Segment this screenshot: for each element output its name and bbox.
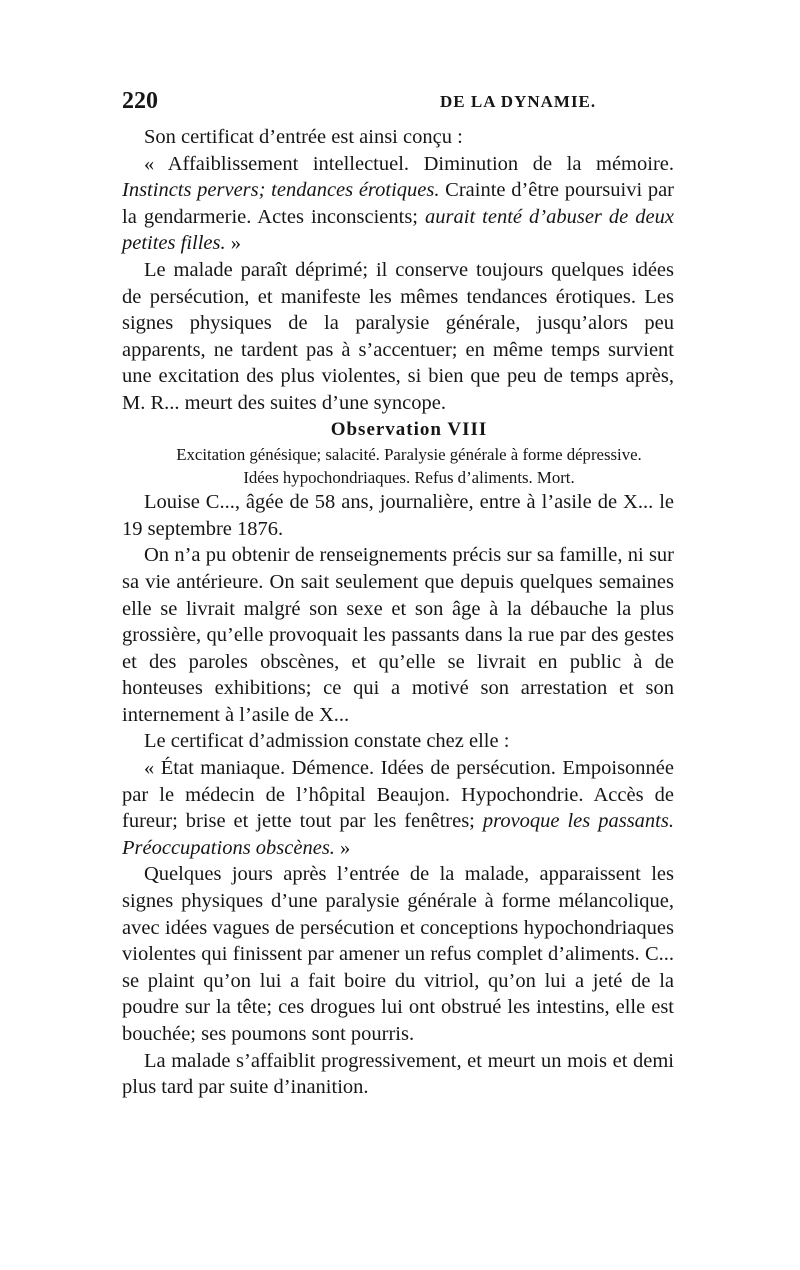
observation-summary (122, 443, 674, 489)
quote-italic-text: aurait tenté d’abuser de deux petites filles. (122, 205, 674, 255)
paragraph-clinical-course: Le malade paraît déprimé; il conserve toujours quelques idées de persécution, et manifeste les mêmes tendances érotiques. Les signes physiques de la paralysie générale, jusqu’alors peu apparents, ne tardent pas à s’accentuer; en même temps survient une excitation des plus violentes, si bien que peu de temps après, M. R... meurt des suites d’une syncope. (122, 258, 674, 414)
quote-close: » (334, 836, 351, 859)
observation-heading: Observation VIII (330, 418, 488, 440)
observation-summary-line: Idées hypochondriaques. Refus d’aliments. Mort. (243, 468, 575, 488)
paragraph-admission-intro: Le certificat d’admission constate chez elle : (144, 730, 510, 753)
quote-italic-text: Instincts pervers; tendances érotiques. (122, 179, 440, 202)
quote-italic-text: provoque les passants. Préoccupations obscènes. (122, 810, 674, 859)
paragraph-outcome: La malade s’affaiblit progressivement, et meurt un mois et demi plus tard par suite d’inanition. (122, 1049, 674, 1099)
quote-text: « État maniaque. Démence. Idées de persécution. Empoisonnée par le médecin de l’hôpital Beaujon. Hypochondrie. Accès de fureur; brise et jette tout par les fenêtres; (122, 757, 674, 833)
quote-text: Crainte d’être poursuivi par la gendarmerie. Actes inconscients; (122, 179, 674, 228)
paragraph-symptoms: Quelques jours après l’entrée de la malade, apparaissent les signes physiques d’une paralysie générale à forme mélancolique, avec idées vagues de persécution et conceptions hypochondriaques violentes qui finissent par amener un refus complet d’aliments. C... se plaint qu’on lui a fait boire du vitriol, qu’on lui a jeté de la poudre sur la tête; ces drogues lui ont obstrué les intestins, elle est bouchée; ses poumons sont pourris. (122, 863, 674, 1045)
body-text (122, 124, 674, 1101)
page-number: 220 (122, 88, 158, 114)
observation-summary-line: Excitation génésique; salacité. Paralysie générale à forme dépressive. (176, 445, 642, 465)
paragraph-admission-quote (122, 755, 674, 861)
page-header (122, 88, 682, 118)
quote-close: » (225, 232, 241, 255)
paragraph-patient-history: On n’a pu obtenir de renseignements précis sur sa famille, ni sur sa vie antérieure. On sait seulement que depuis quelques semaines elle se livrait malgré son sexe et son âge à la débauche la plus grossière, qu’elle provoquait les passants dans la rue par des gestes et des paroles obscènes, et qu’elle se livrait en public à de honteuses exhibitions; ce qui a motivé son arrestation et son internement à l’asile de X... (122, 544, 674, 726)
paragraph-certificate-intro: Son certificat d’entrée est ainsi conçu : (144, 126, 463, 148)
paragraph-patient-entry: Louise C..., âgée de 58 ans, journalière, entre à l’asile de X... le 19 septembre 1876. (122, 491, 674, 540)
running-title: DE LA DYNAMIE. (440, 92, 597, 111)
quote-text: « Affaiblissement intellectuel. Diminution de la mémoire. (144, 152, 674, 175)
paragraph-certificate-quote (122, 151, 674, 257)
